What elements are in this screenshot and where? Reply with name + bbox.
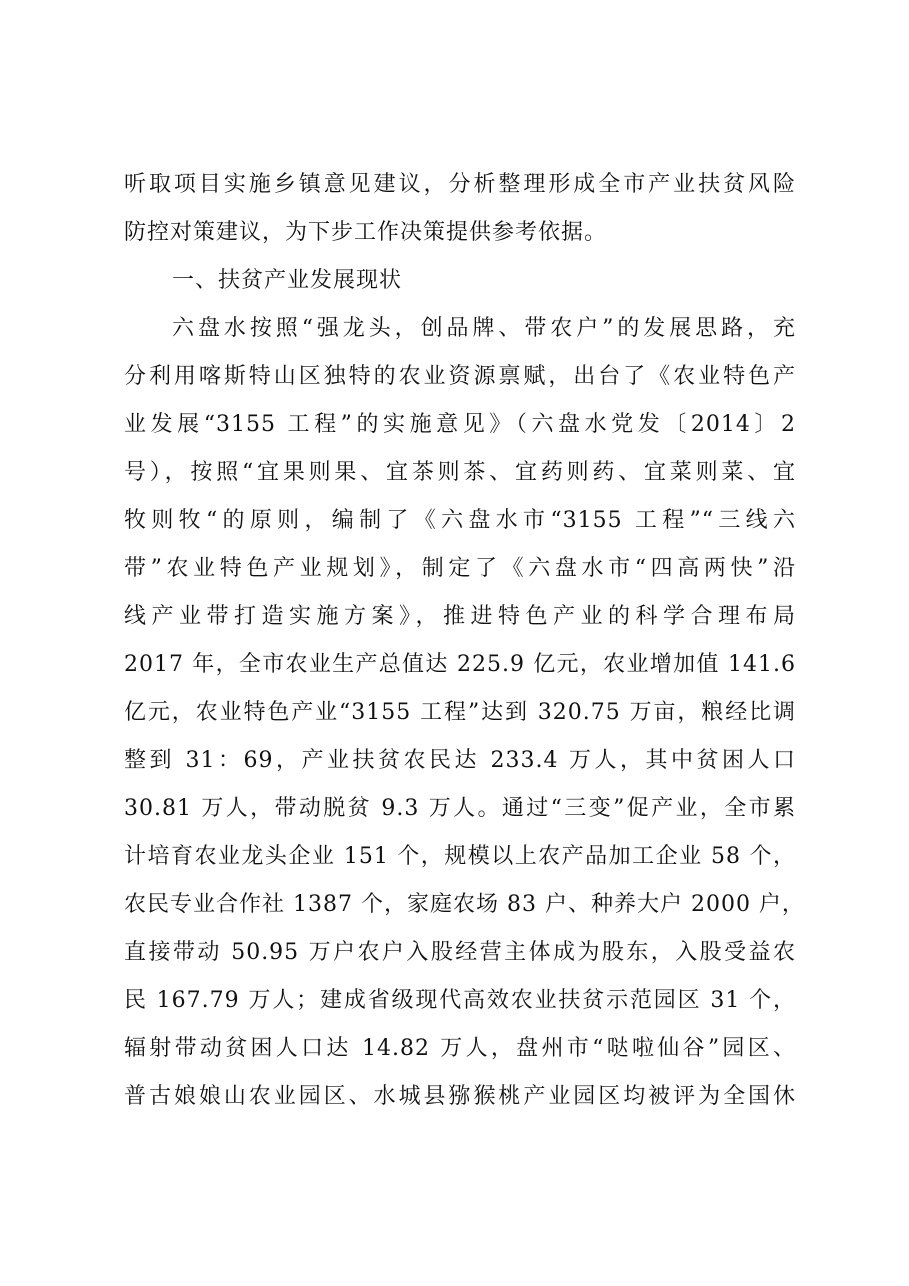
text-line-18: 民 167.79 万人；建成省级现代高效农业扶贫示范园区 31 个，	[124, 988, 796, 1013]
text-line-2: 防控对策建议，为下步工作决策提供参考依据。	[124, 220, 608, 245]
text-line-8: 牧则牧“的原则，编制了《六盘水市“3155 工程”“三线六	[124, 508, 796, 533]
text-line-1: 听取项目实施乡镇意见建议，分析整理形成全市产业扶贫风险	[124, 172, 796, 197]
text-line-14: 30.81 万人，带动脱贫 9.3 万人。通过“三变”促产业，全市累	[124, 796, 796, 821]
text-line-13: 整到 31：69，产业扶贫农民达 233.4 万人，其中贫困人口	[124, 748, 796, 773]
text-line-6: 业发展“3155 工程”的实施意见》（六盘水党发〔2014〕2	[124, 412, 796, 437]
text-line-11: 2017 年，全市农业生产总值达 225.9 亿元，农业增加值 141.6	[124, 652, 796, 677]
text-line-20: 普古娘娘山农业园区、水城县猕猴桃产业园区均被评为全国休	[124, 1084, 796, 1109]
text-line-17: 直接带动 50.95 万户农户入股经营主体成为股东，入股受益农	[124, 940, 796, 965]
text-line-12: 亿元，农业特色产业“3155 工程”达到 320.75 万亩，粮经比调	[124, 700, 796, 725]
text-line-4: 六盘水按照“强龙头，创品牌、带农户”的发展思路，充	[172, 316, 796, 341]
text-line-9: 带”农业特色产业规划》，制定了《六盘水市“四高两快”沿	[124, 556, 796, 581]
section-heading: 一、扶贫产业发展现状	[172, 268, 403, 293]
text-line-15: 计培育农业龙头企业 151 个，规模以上农产品加工企业 58 个，	[124, 844, 796, 869]
text-line-5: 分利用喀斯特山区独特的农业资源禀赋，出台了《农业特色产	[124, 364, 796, 389]
text-line-16: 农民专业合作社 1387 个，家庭农场 83 户、种养大户 2000 户，	[124, 892, 805, 917]
text-line-10: 线产业带打造实施方案》，推进特色产业的科学合理布局	[124, 604, 796, 629]
text-line-19: 辐射带动贫困人口达 14.82 万人，盘州市“哒啦仙谷”园区、	[124, 1036, 796, 1061]
text-line-7: 号），按照“宜果则果、宜茶则茶、宜药则药、宜菜则菜、宜	[124, 460, 796, 485]
